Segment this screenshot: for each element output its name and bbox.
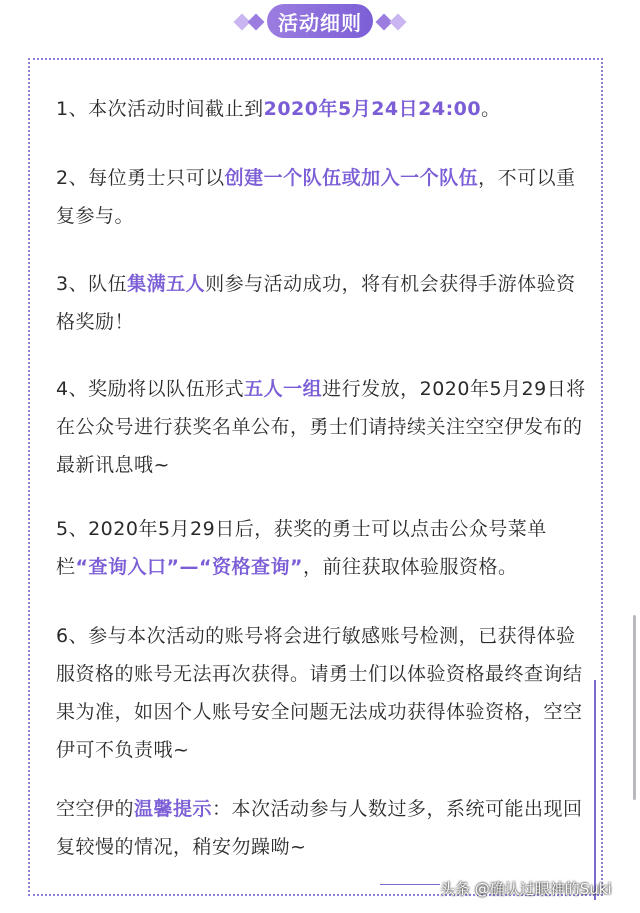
decorative-line bbox=[594, 680, 596, 900]
rule-text: ，不可以重复参与。 bbox=[56, 167, 576, 227]
rule-text: 。 bbox=[481, 98, 501, 120]
rule-text: ，前往获取体验服资格。 bbox=[302, 556, 518, 578]
diamond-decoration bbox=[248, 14, 265, 31]
rule-text: ：本次活动参与人数过多，系统可能出现回复较慢的情况，稍安勿躁呦~ bbox=[56, 798, 583, 858]
rule-highlight: 温馨提示 bbox=[134, 798, 213, 820]
section-title: 活动细则 bbox=[267, 4, 373, 38]
rule-highlight: 2020年5月24日24:00 bbox=[263, 98, 482, 120]
rule-text: 空空伊的 bbox=[56, 798, 135, 820]
rule-3 bbox=[56, 265, 586, 341]
watermark-line bbox=[380, 884, 440, 885]
rule-text: 6、参与本次活动的账号将会进行敏感账号检测，已获得体验服资格的账号无法再次获得。请勇士们以体验资格最终查询结果为准，如因个人账号安全问题无法成功获得体验资格，空空伊可不负责哦~ bbox=[56, 625, 583, 761]
warm-tip bbox=[56, 790, 586, 866]
rule-text: 3、队伍 bbox=[56, 273, 128, 295]
rule-5 bbox=[56, 510, 586, 586]
rule-1 bbox=[56, 90, 586, 128]
rule-highlight: 集满五人 bbox=[127, 273, 206, 295]
rule-text: 5、2020年5月29日后，获奖的勇士可以点击公众号菜单栏 bbox=[56, 518, 547, 578]
diamond-decoration bbox=[390, 14, 407, 31]
watermark: 头条 @确认过眼神的Suki bbox=[440, 880, 612, 898]
rule-highlight: 创建一个队伍或加入一个队伍 bbox=[224, 167, 479, 189]
rule-highlight: 五人一组 bbox=[244, 378, 323, 400]
rule-text: 进行发放，2020年5月29日将在公众号进行获奖名单公布，勇士们请持续关注空空伊发布的最新讯息哦~ bbox=[56, 378, 586, 476]
rule-text: 1、本次活动时间截止到 bbox=[56, 98, 264, 120]
header bbox=[0, 0, 640, 48]
rule-text: 4、奖励将以队伍形式 bbox=[56, 378, 245, 400]
rule-2 bbox=[56, 159, 586, 235]
rule-text: 则参与活动成功，将有机会获得手游体验资格奖励！ bbox=[56, 273, 576, 333]
rule-6 bbox=[56, 617, 586, 769]
rule-4 bbox=[56, 370, 586, 484]
rule-highlight: “查询入口”—“资格查询” bbox=[75, 556, 303, 578]
scrollbar-thumb[interactable] bbox=[633, 615, 636, 800]
rule-text: 2、每位勇士只可以 bbox=[56, 167, 225, 189]
